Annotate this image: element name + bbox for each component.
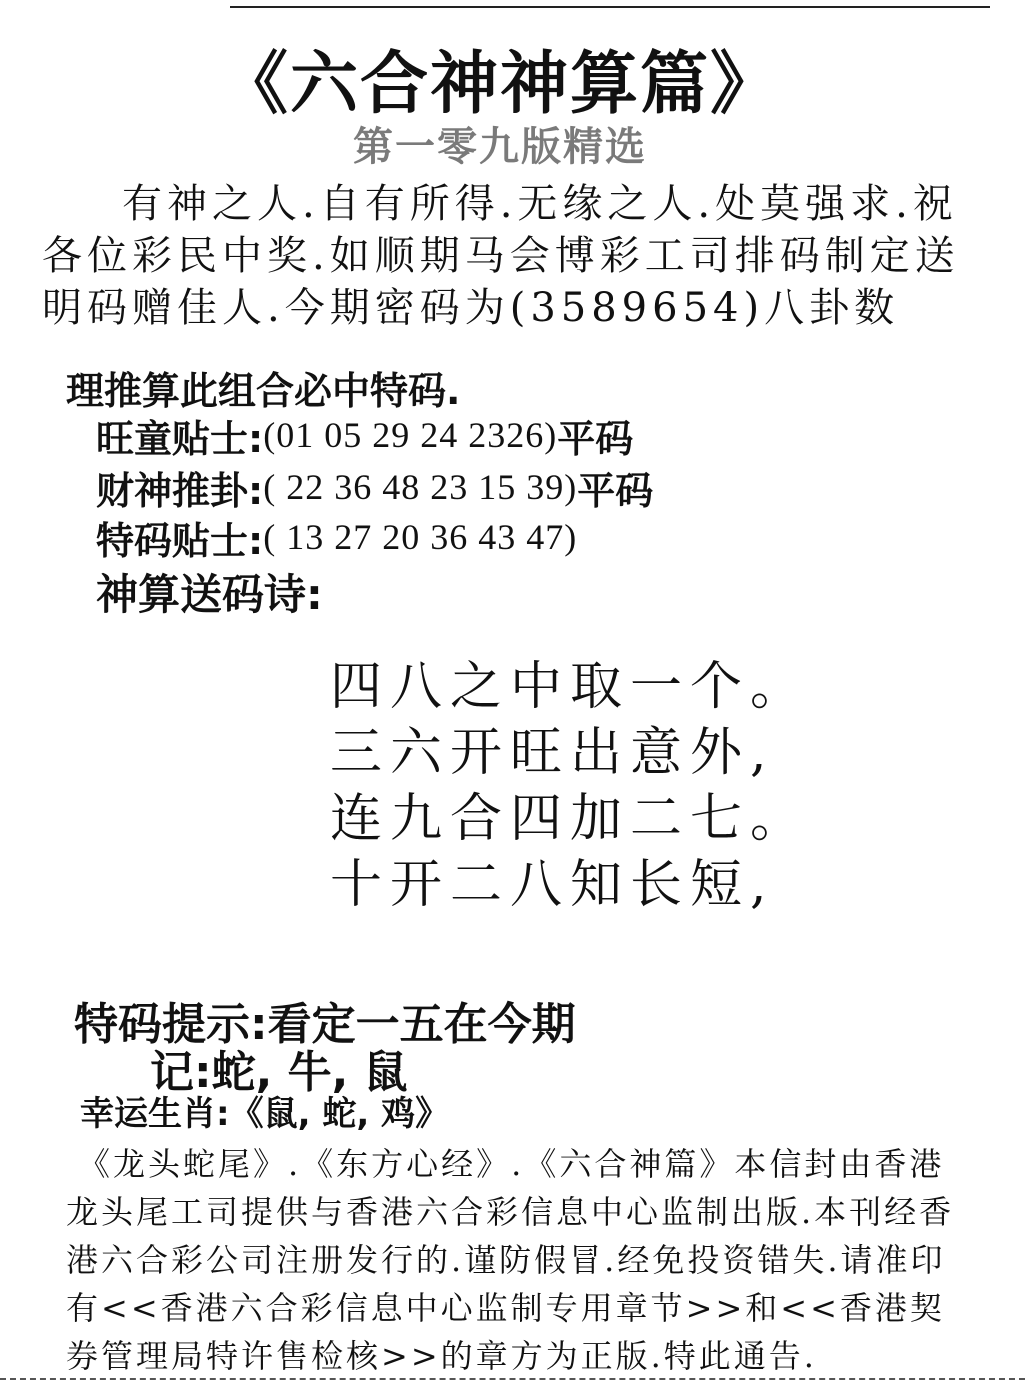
poem-line: 四八之中取一个。 [330, 657, 811, 717]
bottom-rule [0, 1378, 1025, 1382]
tip-suffix: 平码 [577, 468, 654, 513]
tip-numbers: ( 22 36 48 23 15 39) [263, 467, 578, 507]
tip-row-wangtong [96, 408, 633, 462]
tip-numbers: ( 13 27 20 36 43 47) [263, 517, 578, 557]
special-hint: 特码提示:看定一五在今期 [74, 999, 576, 1050]
tip-numbers: (01 05 29 24 2326) [263, 415, 558, 455]
poem [330, 654, 970, 918]
tip-label: 旺童贴士: [96, 416, 264, 461]
page-title: 《六合神神算篇》 [219, 45, 780, 124]
tip-row-tema [96, 510, 577, 564]
special-hint-zodiacs: 记:蛇, 牛, 鼠 [150, 1047, 408, 1098]
poem-heading: 神算送码诗: [96, 570, 323, 619]
poem-line: 连九合四加二七。 [330, 789, 811, 849]
footer-notice: 《龙头蛇尾》.《东方心经》.《六合神篇》本信封由香港龙头尾工司提供与香港六合彩信息中心监制出版.本刊经香港六合彩公司注册发行的.谨防假冒.经免投资错失.请准印有<<香港六合彩信息中心监制专用章节>>和<<香港契券管理局特许售检核>>的章方为正版.特此通告. [66, 1145, 955, 1375]
intro-paragraph: 有神之人.自有所得.无缘之人.处莫强求.祝各位彩民中奖.如顺期马会博彩工司排码制定送明码赠佳人.今期密码为(3589654)八卦数 [42, 181, 960, 331]
lucky-zodiacs: 幸运生肖:《鼠, 蛇, 鸡》 [80, 1094, 450, 1134]
edition-subtitle: 第一零九版精选 [353, 123, 647, 170]
top-rule [230, 6, 990, 9]
tip-suffix: 平码 [557, 416, 634, 461]
tip-label: 财神推卦: [96, 468, 264, 513]
tip-row-caishen [96, 460, 653, 514]
intro-tail: 理推算此组合必中特码. [66, 369, 461, 413]
poem-line: 三六开旺出意外, [330, 723, 775, 783]
poem-line: 十开二八知长短, [330, 855, 775, 915]
tip-label: 特码贴士: [96, 518, 264, 563]
